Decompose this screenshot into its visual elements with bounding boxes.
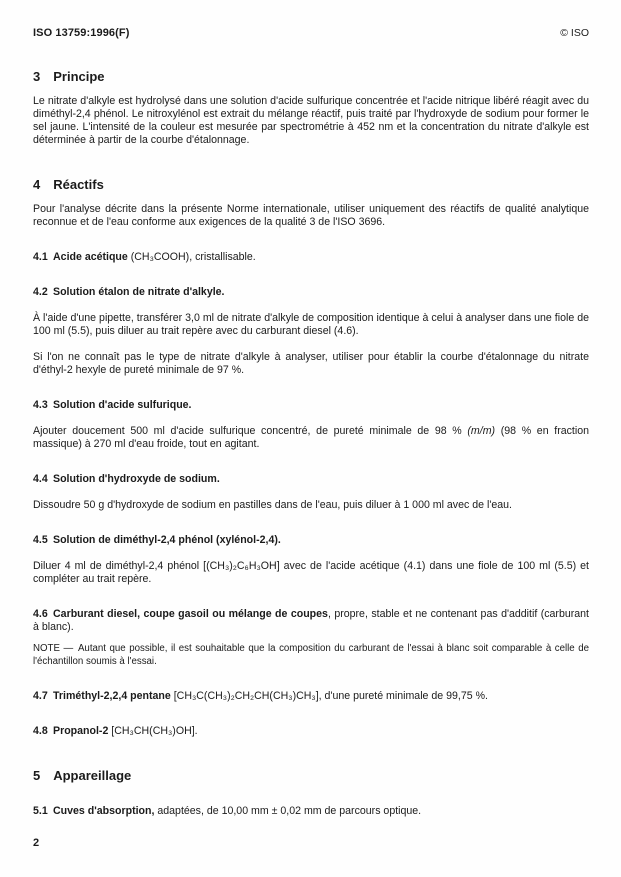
document-reference: ISO 13759:1996(F) (33, 27, 130, 39)
section-heading-3: 3 Principe (33, 69, 105, 84)
section-heading-4: 4 Réactifs (33, 177, 104, 192)
paragraph: Diluer 4 ml de diméthyl-2,4 phénol [(CH₃)₂C₆H₃OH] avec de l'acide acétique (4.1) dans une fiole de 100 ml (5.5) et compléter au trait repère. (33, 560, 589, 585)
paragraph: Dissoudre 50 g d'hydroxyde de sodium en pastilles dans de l'eau, puis diluer à 1 000 ml avec de l'eau. (33, 499, 512, 511)
clause-4-3: 4.3 Solution d'acide sulfurique. (33, 399, 192, 411)
paragraph: Ajouter doucement 500 ml d'acide sulfurique concentré, de pureté minimale de 98 % (m/m) (98 % en fraction massique) à 270 ml d'eau froide, tout en agitant. (33, 425, 590, 450)
paragraph: Pour l'analyse décrite dans la présente Norme internationale, utiliser uniquement des réactifs de qualité analytique reconnue et de l'eau conforme aux exigences de la qualité 3 de l'ISO 3696. (33, 203, 589, 228)
copyright-notice: © ISO (560, 27, 589, 39)
section-heading-5: 5 Appareillage (33, 768, 132, 783)
paragraph: Le nitrate d'alkyle est hydrolysé dans une solution d'acide sulfurique concentrée et l'acide nitrique libéré réagit avec du diméthyl-2,4 phénol. Le nitroxylénol est extrait du mélange réactif, puis traité par l'hydroxyde de sodium pour former le sel jaune. L'intensité de la couleur est mesurée par spectrométrie à 452 nm et la concentration du nitrate d'alkyle est déterminée à partir de la courbe d'étalonnage. (33, 95, 589, 146)
clause-4-6: 4.6 Carburant diesel, coupe gasoil ou mélange de coupes, propre, stable et ne contenant pas d'additif (carburant à blanc). (33, 608, 589, 633)
clause-4-7: 4.7 Triméthyl-2,2,4 pentane [CH₃C(CH₃)₂CH₂CH(CH₃)CH₃], d'une pureté minimale de 99,75 %. (33, 690, 488, 702)
note-text: NOTE — Autant que possible, il est souhaitable que la composition du carburant de l'essai à blanc soit comparable à celle de l'échantillon soumis à l'essai. (33, 643, 589, 667)
page-number: 2 (33, 837, 40, 849)
document-blocks (33, 69, 589, 818)
clause-5-1: 5.1 Cuves d'absorption, adaptées, de 10,00 mm ± 0,02 mm de parcours optique. (33, 805, 422, 817)
clause-4-1: 4.1 Acide acétique (CH₃COOH), cristallisable. (33, 251, 256, 263)
paragraph: À l'aide d'une pipette, transférer 3,0 ml de nitrate d'alkyle de composition identique à celui à analyser dans une fiole de 100 ml (5.5), puis diluer au trait repère avec du carburant diesel (4.6). (33, 312, 589, 337)
clause-4-5: 4.5 Solution de diméthyl-2,4 phénol (xylénol-2,4). (33, 534, 281, 546)
clause-4-2: 4.2 Solution étalon de nitrate d'alkyle. (33, 286, 225, 298)
clause-4-4: 4.4 Solution d'hydroxyde de sodium. (33, 473, 220, 485)
paragraph: Si l'on ne connaît pas le type de nitrate d'alkyle à analyser, utiliser pour établir la courbe d'étalonnage du nitrate d'éthyl-2 hexyle de pureté minimale de 97 %. (33, 351, 589, 376)
clause-4-8: 4.8 Propanol-2 [CH₃CH(CH₃)OH]. (33, 725, 198, 737)
document-content (33, 0, 589, 818)
page-header (33, 0, 589, 39)
